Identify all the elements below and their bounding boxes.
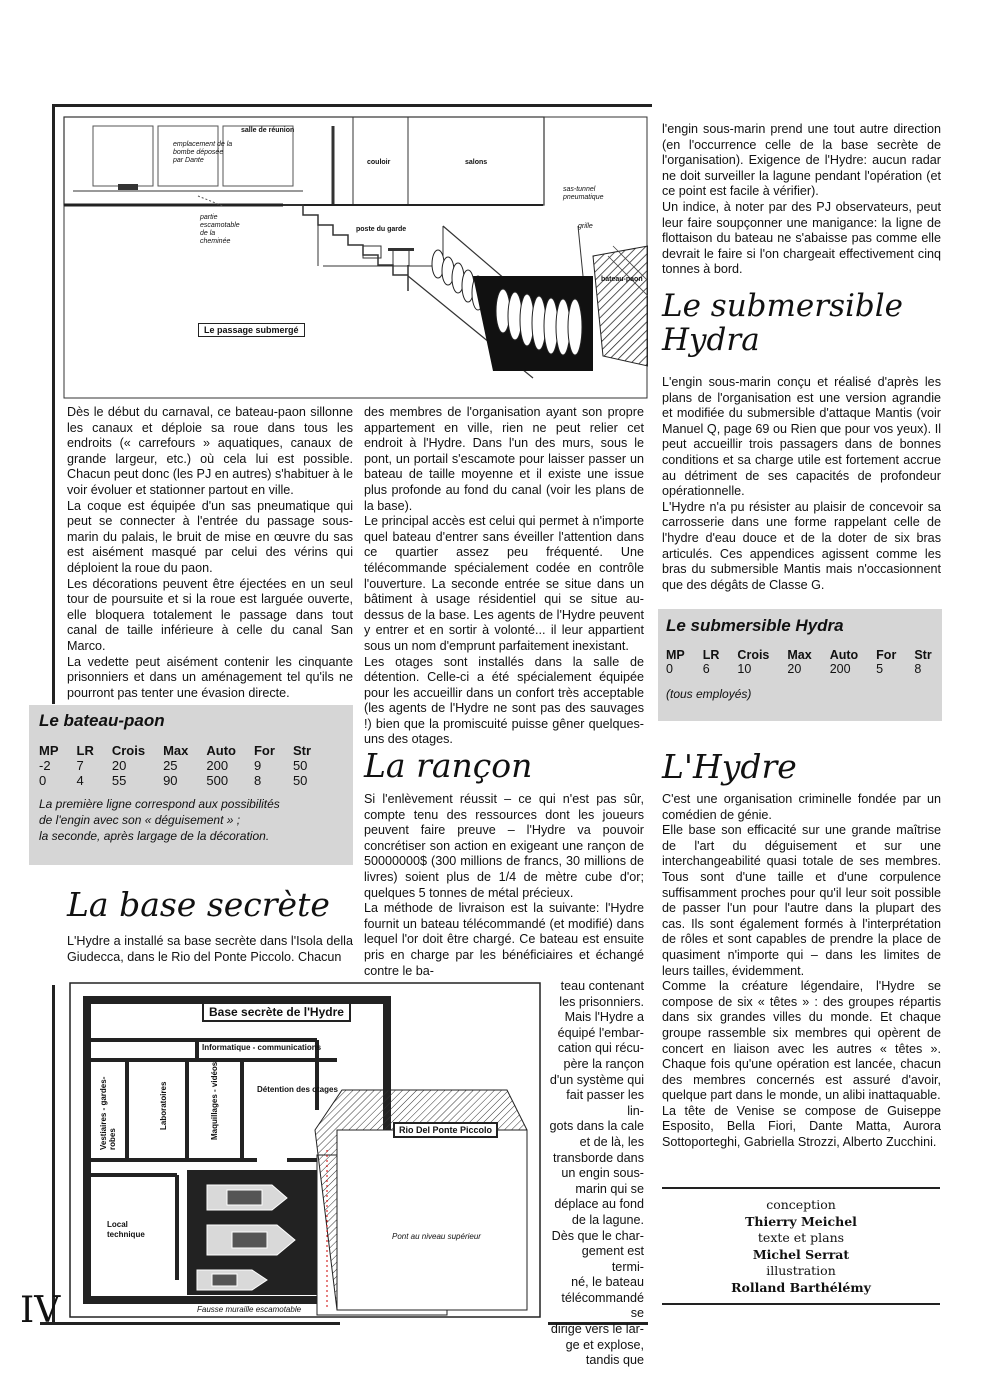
cell: 50 bbox=[292, 758, 308, 773]
rancon-narrow-line: déplace au fond bbox=[554, 1197, 644, 1212]
submersible-note: (tous employés) bbox=[666, 687, 752, 701]
credits-bottom-rule bbox=[662, 1303, 940, 1305]
label-grille: grille bbox=[578, 223, 593, 230]
col2-p1: des membres de l'organisation ayant son propre appartement en ville, rien ne peut relier cet endroit à l'Hydre. Dans l'un des murs, sous le pont, un portail s'escamote pour laisser passer un bateau de taille moyenne et il existe une issue plus profonde au fond du canal (voir les plans de la base). bbox=[364, 405, 644, 513]
cell: 0 bbox=[666, 662, 673, 676]
column-3-text bbox=[662, 122, 941, 278]
rancon-narrow-line: et de là, les bbox=[579, 1134, 644, 1149]
cell: 10 bbox=[737, 662, 752, 676]
cell: 200 bbox=[829, 662, 851, 676]
rio-label: Rio Del Ponte Piccolo bbox=[393, 1122, 498, 1138]
table-row bbox=[39, 758, 329, 773]
hydre-text bbox=[662, 792, 941, 1151]
base-diagram-svg bbox=[67, 980, 545, 1320]
hydre-p1: C'est une organisation criminelle fondée par un comédien de génie. bbox=[662, 792, 941, 822]
header-max: Max bbox=[163, 743, 189, 758]
col2-p2: Le principal accès est celui qui permet à n'importe quel bateau d'entrer sans éveiller l'attention dans ce quartier assez peu fréquenté. Une télécommande spécialement codée en contrôle l'ouverture. La seconde entrée se situe dans un bâtiment à usage résidentiel qui se situe au-dessus de la base. Les agents de l'Hydre peuvent y entrer et en sortir à volonté... il leur appartient sous un nom d'emprunt parfaitement inexistant. bbox=[364, 514, 644, 653]
header-crois: Crois bbox=[111, 743, 146, 758]
bateau-note-2: de l'engin avec son « déguisement » ; bbox=[39, 813, 241, 827]
rancon-p2: La méthode de livraison est la suivante: l'Hydre fournit un bateau télécommandé (et modifié) dans lequel l'or doit être chargé. Ce bateau est ensuite pris en charge par les bénéficiaires et échangé contre le ba- bbox=[364, 901, 644, 978]
hydre-p3: Comme la créature légendaire, l'Hydre se compose de six « têtes » : des groupes répartis dans six grandes villes du monde. Et chaque groupe rassemble six membres qui opèrent de concert en liaison avec les autres « têtes ». Chaque fois qu'une opération est lancée, chacun des membres concernés est assuré d'avoir, quelque part dans le monde, un alibi inattaquable. bbox=[662, 979, 941, 1103]
frame-top-line bbox=[52, 104, 652, 107]
rancon-text bbox=[364, 792, 644, 979]
room-maquillages: Maquillages - vidéos bbox=[210, 1061, 219, 1140]
header-str: Str bbox=[914, 648, 932, 662]
label-bateau: bateau-paon bbox=[601, 276, 643, 283]
header-auto: Auto bbox=[829, 648, 859, 662]
rancon-narrow-line: marin qui se bbox=[575, 1181, 644, 1196]
rancon-narrow-line: teau contenant bbox=[560, 979, 644, 993]
credits-top-rule bbox=[662, 1187, 940, 1189]
label-couloir: couloir bbox=[367, 159, 391, 166]
cell: 55 bbox=[111, 773, 127, 788]
column-2-text bbox=[364, 405, 644, 748]
rancon-narrow-line: d'un système qui bbox=[549, 1072, 644, 1087]
rancon-narrow-line: les prisonniers. bbox=[559, 994, 644, 1009]
frame-left-line-lower bbox=[52, 985, 55, 1325]
cell: 0 bbox=[39, 773, 47, 788]
intro-p3: Les décorations peuvent être éjectées en un seul tour de poursuite et si la roue est larguée ouverte, elle bloquera totalement le passage dans tout canal de taille inférieure à celle du canal San Marco. bbox=[67, 576, 353, 653]
passage-diagram-svg bbox=[63, 116, 648, 399]
credits-illustration: illustration bbox=[766, 1263, 836, 1278]
room-informatique: Informatique - communications bbox=[202, 1043, 322, 1052]
hydre-p2: Elle base son efficacité sur une grande maîtrise de l'art du déguisement et sur une interchangeabilité quasi totale de ses membres. Tous sont d'une taille et d'une corpulence suffisamment proches pour qu'il leur soit possible de passer l'un pour l'autre dans la plupart des cas. Ils sont également formés à l'interprétation de rôles et sont capables de prendre la place de quasiment n'importe qui – dans les limites de leurs tailles, évidemment. bbox=[662, 823, 941, 978]
rancon-narrow-line: ge et explose, bbox=[565, 1337, 644, 1352]
header-for: For bbox=[876, 648, 897, 662]
muraille-label: Fausse muraille escamotable bbox=[197, 1305, 302, 1314]
cell: 7 bbox=[76, 758, 84, 773]
label-salons: salons bbox=[465, 159, 488, 166]
rancon-narrow-line: Mais l'Hydre a bbox=[564, 1010, 644, 1025]
base-diagram-title: Base secrète de l'Hydre bbox=[202, 1002, 351, 1022]
rancon-narrow-line: gement est termi- bbox=[581, 1244, 644, 1274]
page-number: IV bbox=[20, 1290, 61, 1331]
submersible-text bbox=[662, 375, 941, 593]
rancon-narrow-line: transborde dans bbox=[552, 1150, 644, 1165]
credits-author-3: Rolland Barthélémy bbox=[731, 1279, 871, 1295]
submersible-title-2: Hydra bbox=[662, 322, 760, 358]
header-mp: MP bbox=[39, 743, 59, 758]
cell: 20 bbox=[787, 662, 802, 676]
intro-p4: La vedette peut aisément contenir les cinquante prisonniers et dans un aménagement tel qu'ils ne pourront pas tenter une évasion directe. bbox=[67, 654, 353, 700]
intro-column-1 bbox=[67, 405, 353, 701]
header-mp: MP bbox=[666, 648, 685, 662]
room-detention: Détention des otages bbox=[257, 1085, 338, 1094]
submersible-box bbox=[658, 609, 942, 721]
cell: 50 bbox=[292, 773, 308, 788]
rancon-narrow-column bbox=[548, 979, 644, 1369]
header-lr: LR bbox=[702, 648, 720, 662]
rancon-narrow-line: Dès que le char- bbox=[551, 1228, 644, 1243]
cell: 6 bbox=[702, 662, 710, 676]
submersible-box-title: Le submersible Hydra bbox=[666, 616, 844, 635]
cell: 8 bbox=[253, 773, 262, 788]
rancon-title: La rançon bbox=[364, 746, 533, 785]
header-crois: Crois bbox=[737, 648, 770, 662]
rancon-narrow-line: de la lagune. bbox=[571, 1212, 644, 1227]
cell: 8 bbox=[914, 662, 922, 676]
rancon-narrow-line: fait passer les lin- bbox=[566, 1088, 644, 1118]
room-vestiaires: Vestiaires - gardes-robes bbox=[99, 1076, 117, 1150]
label-poste: poste du garde bbox=[356, 226, 407, 233]
cell: 4 bbox=[76, 773, 84, 788]
submersible-title bbox=[662, 289, 903, 357]
cell: 20 bbox=[111, 758, 127, 773]
cell: 5 bbox=[876, 662, 884, 676]
intro-p1: Dès le début du carnaval, ce bateau-paon sillonne les canaux et déploie sa roue dans tous les endroits (« carrefours » aquatiques, canaux de grande largeur, etc.) où cela lui est possible. Chacun peut donc (les PJ en autres) s'habituer à le voir évoluer et stationner partout en ville. bbox=[67, 405, 353, 497]
submersible-p1: L'engin sous-marin conçu et réalisé d'après les plans de l'organisation est une version agrandie et modifiée du submersible d'attaque Mantis (voir Manuel Q, page 69 ou Rien que pour vos yeux). Il peut accueillir trois passagers dans de bonnes conditions et sa charge utile est fortement accrue au détriment de ses capacités de profondeur opérationnelle. bbox=[662, 375, 941, 499]
frame-bottom-line bbox=[40, 1322, 340, 1325]
base-diagram bbox=[67, 980, 545, 1320]
rancon-narrow-line: dirige vers le lar- bbox=[550, 1322, 644, 1337]
col3-p2: Un indice, à noter par des PJ observateurs, peut leur faire soupçonner une manigance: la ligne de flottaison du bateau ne s'abaisse pas comme elle devrait le faire si l'on chargeait effectivement cinq tonnes à bord. bbox=[662, 199, 941, 277]
frame-left-line bbox=[52, 104, 55, 704]
submersible-title-1: Le submersible bbox=[662, 288, 903, 324]
intro-p2: La coque est équipée d'un sas pneumatique qui peut se connecter à l'entrée du passage sous-marin du palais, le bruit de mise en œuvre du sas est aisément masqué par celui des vérins qui déploient la roue du paon. bbox=[67, 498, 353, 575]
bateau-note-1: La première ligne correspond aux possibilités bbox=[39, 797, 280, 811]
label-salle-reunion: salle de réunion bbox=[241, 127, 295, 134]
cell: 500 bbox=[206, 773, 229, 788]
room-local: Local technique bbox=[107, 1220, 145, 1239]
rancon-narrow-line: père la rançon bbox=[563, 1056, 644, 1071]
cell: 25 bbox=[163, 758, 178, 773]
credits bbox=[662, 1197, 940, 1296]
rancon-narrow-line: cation qui récu- bbox=[557, 1041, 644, 1056]
bateau-note-3: la seconde, après largage de la décoration. bbox=[39, 829, 270, 843]
bateau-box-title: Le bateau-paon bbox=[39, 711, 165, 730]
bateau-paon-box bbox=[29, 705, 353, 865]
cell: 90 bbox=[163, 773, 178, 788]
table-row bbox=[39, 773, 329, 788]
hydre-p4: La tête de Venise se compose de Guiseppe Esposito, Bella Fiori, Dante Matta, Aurora Sottoportеghi, Gabriella Strozzi, Alberto Zucchini. bbox=[662, 1103, 941, 1150]
bateau-stats-header bbox=[39, 743, 329, 758]
cell: 200 bbox=[206, 758, 229, 773]
label-sas: sas-tunnel pneumatique bbox=[563, 186, 604, 201]
col3-p1: l'engin sous-marin prend une tout autre direction (en l'occurrence celle de la base secrète de l'organisation). Exigence de l'Hydre: aucun radar ne doit surveiller la lagune pendant l'opération (et ce point est facile à vérifier). bbox=[662, 122, 941, 199]
base-title: La base secrète bbox=[67, 885, 330, 924]
header-auto: Auto bbox=[206, 743, 236, 758]
label-partie: partie escamotable de la cheminée bbox=[200, 214, 240, 245]
cell: -2 bbox=[39, 758, 51, 773]
label-emplacement: emplacement de la bombe déposée par Dante bbox=[173, 141, 233, 164]
room-laboratoires: Laboratoires bbox=[159, 1081, 168, 1130]
label-passage: Le passage submergé bbox=[198, 323, 305, 337]
header-lr: LR bbox=[76, 743, 94, 758]
pont-label: Pont au niveau supérieur bbox=[392, 1232, 481, 1241]
rancon-narrow-line: télécommandé se bbox=[561, 1290, 644, 1321]
header-str: Str bbox=[292, 743, 311, 758]
rancon-narrow-line: équipé l'embar- bbox=[557, 1025, 644, 1040]
submersible-p2: L'Hydre n'a pu résister au plaisir de concevoir sa carrosserie dans une forme rappelant celle de l'hydre d'eau douce et de la doter de six bras articulés. Ces appendices agissent comme les bras du submersible Mantis mais n'occasionnent que des dégâts de Classe G. bbox=[662, 499, 941, 592]
table-row bbox=[666, 662, 950, 676]
submersible-stats-header bbox=[666, 648, 950, 662]
rancon-narrow-line: gots dans la cale bbox=[549, 1119, 644, 1134]
passage-diagram bbox=[63, 116, 648, 399]
cell: 9 bbox=[253, 758, 262, 773]
submersible-stats-table bbox=[666, 648, 950, 676]
rancon-p1: Si l'enlèvement réussit – ce qui n'est pas sûr, compte tenu des ressources dont les joueurs peuvent faire preuve – l'Hydre va pouvoir concrétiser son action en exigeant une rançon de 50000000$ (300 millions de francs, 30 millions de livres) soient plus de 1/4 de mètre cube d'or; quelques 5 tonnes de métal précieux. bbox=[364, 792, 644, 900]
bateau-stats-table bbox=[39, 743, 329, 788]
credits-conception: conception bbox=[766, 1197, 836, 1212]
credits-author-2: Michel Serrat bbox=[752, 1246, 850, 1262]
rancon-narrow-line: tandis que bbox=[585, 1353, 644, 1368]
col2-p3: Les otages sont installés dans la salle de détention. Celle-ci a été spécialement équipée pour les accueillir dans un confort très acceptable (les agents de l'Hydre ne sont pas des sauvages !) bien que la promiscuité puisse gêner quelques-uns des otages. bbox=[364, 654, 644, 747]
header-for: For bbox=[253, 743, 275, 758]
rancon-narrow-line: un engin sous- bbox=[561, 1166, 644, 1181]
header-max: Max bbox=[787, 648, 812, 662]
credits-author-1: Thierry Meichel bbox=[745, 1213, 857, 1229]
credits-texte: texte et plans bbox=[757, 1230, 845, 1245]
hydre-title: L'Hydre bbox=[662, 747, 797, 786]
base-intro: L'Hydre a installé sa base secrète dans l'Isola della Giudecca, dans le Rio del Ponte Piccolo. Chacun bbox=[67, 934, 353, 964]
rancon-narrow-line: né, le bateau bbox=[571, 1275, 644, 1290]
